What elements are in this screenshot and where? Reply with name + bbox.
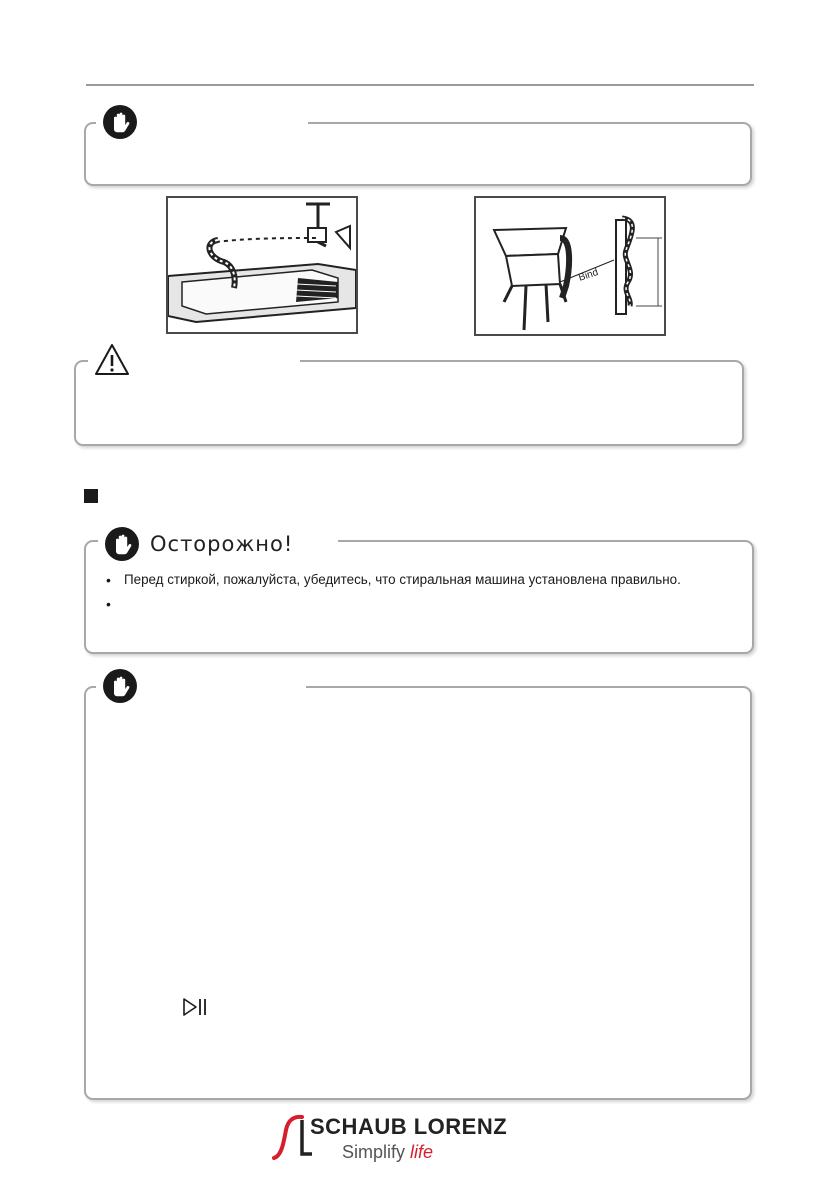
warning-box-tab — [88, 340, 300, 380]
caution-box-tab — [98, 524, 338, 564]
hand-stop-icon — [102, 104, 138, 140]
notice-box-large — [84, 686, 752, 1100]
notice-box-1-tab — [96, 102, 308, 142]
header-divider — [86, 84, 754, 86]
caution-bullets — [106, 568, 681, 592]
play-pause-icon — [180, 996, 208, 1018]
hand-stop-icon — [102, 668, 138, 704]
brand-tagline-accent: life — [410, 1142, 434, 1162]
bind-label: Bind — [577, 267, 600, 284]
caution-bullet-1: • Перед стиркой, пожалуйста, убедитесь, что стиральная машина установлена правильно. — [106, 568, 681, 592]
tub-hose-illustration — [474, 196, 666, 336]
notice-box-large-tab — [96, 666, 306, 706]
brand-tagline — [342, 1142, 433, 1163]
brand-name: SCHAUB LORENZ — [310, 1114, 508, 1139]
brand-logo — [268, 1110, 538, 1168]
hand-stop-icon — [104, 526, 140, 562]
warning-triangle-icon — [94, 342, 130, 378]
brand-logo-mark — [268, 1110, 312, 1166]
brand-tagline-prefix: Simplify — [342, 1142, 411, 1162]
section-marker — [84, 489, 98, 503]
caution-title: Осторожно! — [150, 532, 294, 556]
sink-hose-illustration — [166, 196, 358, 334]
